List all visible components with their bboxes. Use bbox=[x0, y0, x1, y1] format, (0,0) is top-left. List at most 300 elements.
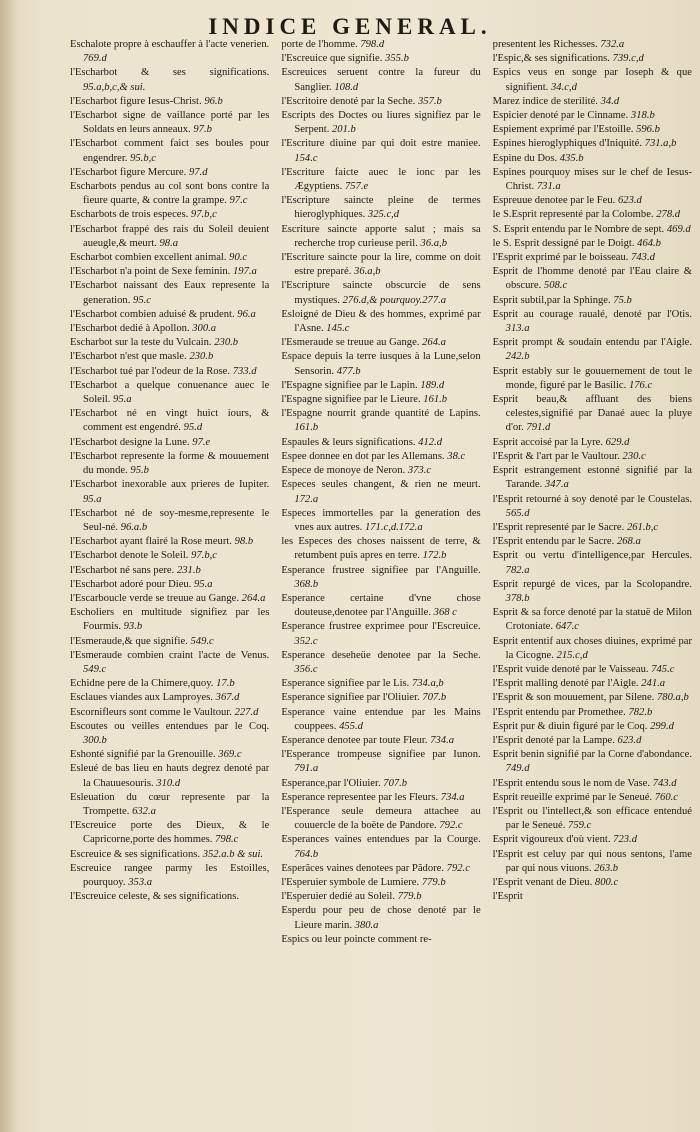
index-entry bbox=[70, 95, 269, 109]
index-entry bbox=[281, 620, 480, 648]
index-entry bbox=[493, 606, 692, 634]
entry-page-reference: 369.c bbox=[218, 749, 242, 761]
entry-text: les Especes des choses naissent de terre, & retumbent puis apres en terre. bbox=[281, 536, 481, 562]
index-entry bbox=[70, 507, 269, 535]
index-entry bbox=[281, 379, 480, 393]
index-entry bbox=[493, 265, 692, 293]
entry-text: l'Escharbot n'est que masle. bbox=[70, 351, 187, 363]
entry-text: Escharbots pendus au col sont bons contre la fieure quarte, & contre la grampe. bbox=[70, 181, 270, 207]
entry-page-reference: 455.d bbox=[339, 720, 363, 732]
entry-text: l'Escharbot inexorable aux prieres de Iupiter. bbox=[70, 479, 270, 491]
index-columns bbox=[70, 38, 692, 1128]
entry-page-reference: 632.a bbox=[132, 805, 156, 817]
entry-page-reference: 380.a bbox=[354, 919, 379, 931]
index-entry bbox=[281, 52, 480, 66]
entry-page-reference: 760.c bbox=[654, 791, 678, 803]
index-entry bbox=[70, 649, 269, 677]
index-entry bbox=[493, 549, 692, 577]
entry-page-reference: 318.b bbox=[630, 110, 655, 122]
index-entry bbox=[70, 38, 269, 66]
index-entry bbox=[281, 706, 480, 734]
entry-text: Esprit repurgé de vices, par la Scolopandre. bbox=[492, 578, 692, 590]
entry-text: l'Escripture saincte pleine de termes hieroglyphiques. bbox=[281, 195, 481, 221]
entry-page-reference: 95.a bbox=[113, 394, 132, 406]
entry-page-reference: 623.d bbox=[617, 195, 642, 207]
entry-text: Escharbots de trois especes. bbox=[70, 209, 189, 221]
entry-page-reference: 300.a bbox=[192, 323, 217, 335]
entry-page-reference: 731.a bbox=[536, 181, 561, 193]
entry-page-reference: 764.b bbox=[294, 848, 319, 860]
entry-text: l'Espic,& ses significations. bbox=[492, 53, 610, 65]
index-entry bbox=[281, 393, 480, 407]
entry-page-reference: 189.d bbox=[420, 379, 445, 391]
index-entry bbox=[281, 876, 480, 890]
entry-page-reference: 352.c bbox=[294, 635, 318, 647]
entry-page-reference: 367.d bbox=[215, 692, 240, 704]
index-entry bbox=[493, 109, 692, 123]
entry-text: l'Espagne nourrit grande quantité de Lapins. bbox=[281, 408, 481, 420]
entry-page-reference: 96.a.b bbox=[120, 521, 148, 533]
index-entry bbox=[281, 95, 480, 109]
entry-text: l'Esmeraude combien craint l'acte de Venus. bbox=[70, 649, 270, 661]
entry-page-reference: 227.d bbox=[234, 706, 259, 718]
entry-text: l'Esperuier dedié au Soleil. bbox=[281, 891, 396, 903]
index-column-1 bbox=[70, 38, 269, 1128]
entry-text: Escriture saincte apporte salut ; mais sa recherche trop curieuse peril. bbox=[281, 223, 481, 249]
entry-text: Escharbot combien excellent animal. bbox=[70, 252, 227, 264]
index-entry bbox=[281, 407, 480, 435]
entry-page-reference: 36.a,b bbox=[354, 266, 381, 278]
index-entry bbox=[70, 535, 269, 549]
index-entry bbox=[493, 635, 692, 663]
entry-page-reference: 800.c bbox=[594, 876, 619, 888]
entry-text: Esprit ententif aux choses diuines, exprimé par la Cicogne. bbox=[492, 635, 692, 661]
entry-text: Esperdu pour peu de chose denoté par le Lieure marin. bbox=[281, 905, 481, 931]
entry-page-reference: 549.c bbox=[83, 663, 107, 675]
index-entry bbox=[493, 152, 692, 166]
entry-page-reference: 230.c bbox=[622, 450, 646, 462]
index-entry bbox=[70, 137, 269, 165]
entry-page-reference: 278.d bbox=[656, 209, 681, 221]
entry-page-reference: 435.b bbox=[559, 152, 584, 164]
index-entry bbox=[70, 66, 269, 94]
entry-page-reference: 176.c bbox=[628, 379, 653, 391]
entry-page-reference: 769.d bbox=[83, 53, 107, 65]
entry-text: l'Esprit ou l'intellect,& son efficace entendué par le Seneué. bbox=[492, 805, 692, 832]
entry-page-reference: 95.c bbox=[133, 294, 151, 306]
entry-text: Esprit de l'homme denoté par l'Eau claire & obscure. bbox=[492, 266, 692, 292]
index-entry bbox=[70, 606, 269, 634]
entry-text: l'Escriture diuine par qui doit estre maniee. bbox=[281, 138, 481, 150]
entry-page-reference: 215.c,d bbox=[556, 649, 588, 661]
entry-text: l'Escharbot comment faict ses boules pour engendrer. bbox=[70, 138, 270, 164]
entry-text: l'Escreuice que signifie. bbox=[281, 53, 383, 65]
index-entry bbox=[493, 791, 692, 805]
entry-text: l'Esprit entendu par le Sacre. bbox=[492, 536, 615, 548]
entry-text: l'Escriture saincte pour la lire, comme on doit estre preparé. bbox=[281, 252, 481, 278]
index-entry bbox=[493, 578, 692, 606]
entry-page-reference: 161.b bbox=[423, 394, 448, 406]
entry-page-reference: 733.d bbox=[232, 365, 257, 377]
entry-text: Espines pourquoy mises sur le chef de Iesus-Christ. bbox=[492, 166, 692, 193]
entry-page-reference: 90.c bbox=[229, 252, 248, 264]
index-column-2 bbox=[281, 38, 480, 1128]
index-entry bbox=[70, 166, 269, 180]
index-entry bbox=[70, 251, 269, 265]
index-entry bbox=[281, 223, 480, 251]
entry-text: Espine du Dos. bbox=[492, 152, 558, 164]
entry-text: l'Esprit entendu sous le nom de Vase. bbox=[492, 777, 651, 789]
index-entry bbox=[493, 805, 692, 833]
entry-page-reference: 757.e bbox=[344, 181, 369, 193]
entry-page-reference: 565.d bbox=[505, 507, 530, 519]
entry-text: Espics ou leur poincte comment re- bbox=[281, 933, 432, 945]
entry-page-reference: 98.a bbox=[159, 237, 179, 249]
entry-page-reference: 464.b bbox=[637, 237, 661, 249]
entry-page-reference: 549.c bbox=[190, 635, 214, 647]
index-entry bbox=[281, 734, 480, 748]
index-entry bbox=[281, 251, 480, 279]
entry-text: Escripts des Doctes ou liures signifiez par le Serpent. bbox=[281, 110, 481, 136]
entry-page-reference: 723.d bbox=[613, 834, 637, 846]
entry-page-reference: 791.a bbox=[294, 763, 319, 775]
entry-text: Esclaues viandes aux Lamproyes. bbox=[70, 692, 213, 704]
page-title: INDICE GENERAL. bbox=[208, 14, 492, 39]
entry-text: l'Escripture saincte obscurcie de sens mystiques. bbox=[281, 280, 481, 306]
index-entry bbox=[493, 66, 692, 94]
entry-page-reference: 95.a bbox=[83, 493, 102, 505]
index-entry bbox=[70, 848, 269, 862]
entry-text: Esprit prompt & soudain entendu par l'Aigle. bbox=[492, 337, 692, 349]
index-entry bbox=[281, 890, 480, 904]
entry-text: Espece de monoye de Neron. bbox=[281, 465, 406, 477]
index-entry bbox=[70, 379, 269, 407]
entry-text: l'Escharbot naissant des Eaux represente la generation. bbox=[70, 280, 270, 306]
entry-page-reference: 172.b bbox=[422, 550, 447, 562]
index-entry bbox=[493, 95, 692, 109]
entry-text: l'Escharbot frappé des rais du Soleil deuient aueugle,& meurt. bbox=[70, 223, 270, 249]
entry-text: Esprit estrangement estonné signifié par la Tarande. bbox=[492, 465, 692, 491]
entry-text: Echidne pere de la Chimere,quoy. bbox=[70, 678, 214, 690]
entry-text: Espics veus en songe par Ioseph & que signifient. bbox=[492, 67, 692, 93]
entry-text: Esperance certaine d'vne chose douteuse,denotee par l'Anguille. bbox=[281, 592, 481, 619]
entry-text: l'Escharbot né de soy-mesme,represente le Seul-né. bbox=[70, 507, 270, 533]
entry-text: l'Esprit denoté par la Lampe. bbox=[492, 734, 615, 746]
entry-text: Esperance representee par les Fleurs. bbox=[281, 791, 439, 803]
index-entry bbox=[493, 393, 692, 436]
index-entry bbox=[281, 478, 480, 506]
entry-text: Espines hieroglyphiques d'Iniquité. bbox=[492, 138, 642, 150]
entry-page-reference: 197.a bbox=[233, 266, 257, 278]
index-entry bbox=[70, 564, 269, 578]
entry-text: Especes seules changent, & rien ne meurt. bbox=[281, 479, 481, 491]
entry-text: Escharbot sur la teste du Vulcain. bbox=[70, 337, 212, 349]
entry-text: l'Escharbot figure Iesus-Christ. bbox=[70, 95, 202, 107]
entry-page-reference: 782.a bbox=[505, 564, 530, 576]
entry-page-reference: 230.b bbox=[189, 351, 214, 363]
entry-page-reference: 36.a,b bbox=[420, 237, 447, 249]
index-entry bbox=[281, 862, 480, 876]
entry-page-reference: 707.b bbox=[422, 692, 447, 704]
entry-text: Espee donnee en dot par les Allemans. bbox=[281, 450, 445, 462]
entry-text: l'Escharbot signe de vaillance porté par les Soldats en leurs anneaux. bbox=[70, 110, 270, 136]
entry-page-reference: 96.b bbox=[204, 95, 223, 107]
entry-text: l'Esperuier symbole de Lumiere. bbox=[281, 876, 420, 888]
entry-page-reference: 242.b bbox=[505, 351, 530, 363]
index-entry bbox=[70, 748, 269, 762]
entry-text: Eschalote propre à eschauffer à l'acte venerien. bbox=[70, 39, 270, 50]
index-entry bbox=[281, 535, 480, 563]
entry-page-reference: 368 c bbox=[433, 607, 457, 619]
index-entry bbox=[493, 436, 692, 450]
entry-page-reference: 172.a bbox=[294, 493, 319, 505]
index-entry bbox=[493, 52, 692, 66]
index-entry bbox=[70, 478, 269, 506]
index-entry bbox=[281, 436, 480, 450]
entry-text: l'Esmeraude,& que signifie. bbox=[70, 635, 188, 647]
entry-page-reference: 477.b bbox=[336, 365, 361, 377]
entry-page-reference: 356.c bbox=[294, 663, 318, 675]
entry-text: Esperance frustree signifiee par l'Anguille. bbox=[281, 564, 481, 576]
index-entry bbox=[281, 38, 480, 52]
index-entry bbox=[70, 592, 269, 606]
entry-page-reference: 310.d bbox=[156, 777, 181, 789]
entry-text: le S.Esprit representé par la Colombe. bbox=[492, 209, 654, 221]
index-entry bbox=[281, 564, 480, 592]
entry-page-reference: 95.b,c bbox=[130, 152, 156, 164]
index-entry bbox=[70, 436, 269, 450]
index-entry bbox=[70, 322, 269, 336]
entry-text: l'Escharbot & ses significations. bbox=[70, 67, 270, 79]
entry-page-reference: 299.d bbox=[650, 720, 674, 732]
entry-page-reference: 276.d,& pourquoy.277.a bbox=[342, 294, 447, 306]
entry-text: l'Espagne signifiee par le Lapin. bbox=[281, 379, 418, 391]
entry-page-reference: 108.d bbox=[334, 81, 359, 93]
entry-text: Esperance signifiee par l'Oliuier. bbox=[281, 692, 420, 704]
entry-page-reference: 732.a bbox=[600, 39, 625, 50]
index-entry bbox=[493, 336, 692, 364]
entry-text: l'Espagne signifiee par le Lieure. bbox=[281, 394, 421, 406]
entry-page-reference: 743.d bbox=[652, 777, 677, 789]
index-entry bbox=[281, 592, 480, 620]
index-entry bbox=[493, 38, 692, 52]
index-entry bbox=[493, 166, 692, 194]
entry-text: l'Escritoire denoté par la Seche. bbox=[281, 95, 416, 107]
index-entry bbox=[70, 706, 269, 720]
entry-page-reference: 792.c bbox=[439, 820, 463, 832]
index-entry bbox=[493, 137, 692, 151]
entry-page-reference: 782.b bbox=[628, 706, 653, 718]
entry-text: Esperãces vaines denotees par Pãdore. bbox=[281, 862, 444, 874]
index-entry bbox=[493, 464, 692, 492]
entry-text: Espaules & leurs significations. bbox=[281, 436, 416, 448]
entry-text: l'Escharbot dedié à Apollon. bbox=[70, 323, 190, 335]
entry-text: Espicier denoté par le Cinname. bbox=[492, 110, 629, 122]
entry-page-reference: 95.d bbox=[183, 422, 203, 434]
entry-page-reference: 95.a bbox=[194, 578, 213, 590]
entry-text: Esprit accoisé par la Lyre. bbox=[492, 436, 603, 448]
entry-page-reference: 230.b bbox=[214, 337, 239, 349]
entry-page-reference: 368.b bbox=[294, 578, 319, 590]
index-entry bbox=[281, 748, 480, 776]
index-entry bbox=[281, 777, 480, 791]
index-entry bbox=[493, 876, 692, 890]
entry-text: l'Escriture faicte auec le ionc par les Ægyptiens. bbox=[281, 166, 481, 193]
entry-text: l'Escreuice celeste, & ses significations. bbox=[70, 891, 239, 903]
index-entry bbox=[493, 308, 692, 336]
entry-page-reference: 791.d bbox=[526, 422, 551, 434]
index-entry bbox=[70, 890, 269, 904]
index-entry bbox=[281, 350, 480, 378]
entry-page-reference: 779.b bbox=[421, 876, 446, 888]
entry-text: Escoutes ou veilles entendues par le Coq. bbox=[70, 720, 270, 732]
index-entry bbox=[281, 677, 480, 691]
entry-text: Eshonté signifié par la Grenouille. bbox=[70, 749, 216, 761]
index-entry bbox=[281, 904, 480, 932]
entry-text: l'Escharbot represente la forme & mouuement du monde. bbox=[70, 450, 270, 477]
index-entry bbox=[70, 208, 269, 222]
entry-text: l'Esperance seule demeura attachee au couuercle de la boëte de Pandore. bbox=[281, 805, 481, 832]
entry-text: l'Escharbot né en vingt huict iours, & comment est engendré. bbox=[70, 408, 270, 434]
index-entry bbox=[70, 365, 269, 379]
entry-text: Esperance deseheüe denotee par la Seche. bbox=[281, 649, 481, 661]
entry-text: S. Esprit entendu par le Nombre de sept. bbox=[492, 223, 665, 235]
entry-page-reference: 357.b bbox=[417, 95, 442, 107]
index-entry bbox=[281, 66, 480, 94]
entry-page-reference: 263.b bbox=[594, 862, 619, 874]
index-entry bbox=[493, 450, 692, 464]
index-entry bbox=[281, 279, 480, 307]
entry-page-reference: 34.d bbox=[600, 95, 620, 107]
entry-text: Especes immortelles par la generation des vnes aux autres. bbox=[281, 507, 481, 533]
index-entry bbox=[70, 677, 269, 691]
index-entry bbox=[70, 350, 269, 364]
index-entry bbox=[493, 237, 692, 251]
entry-text: Esperances vaines entendues par la Courge. bbox=[281, 834, 481, 846]
index-entry bbox=[281, 933, 480, 947]
entry-page-reference: 96.a bbox=[237, 308, 256, 320]
index-column-3 bbox=[493, 38, 692, 1128]
entry-text: l'Esprit vuide denoté par le Vaisseau. bbox=[492, 663, 649, 675]
entry-page-reference: 508.c bbox=[543, 280, 568, 292]
index-entry bbox=[281, 791, 480, 805]
index-entry bbox=[493, 251, 692, 265]
entry-page-reference: 623.d bbox=[617, 734, 642, 746]
index-entry bbox=[70, 862, 269, 890]
index-entry bbox=[281, 691, 480, 705]
index-entry bbox=[493, 493, 692, 521]
entry-page-reference: 97.b,c bbox=[190, 209, 217, 221]
entry-text: Esprit benin signifié par la Corne d'abondance. bbox=[492, 749, 692, 761]
entry-text: l'Esprit & l'art par le Vaultour. bbox=[492, 450, 620, 462]
entry-page-reference: 355.b bbox=[385, 53, 409, 65]
entry-text: l'Escharbot né sans pere. bbox=[70, 564, 175, 576]
entry-page-reference: 629.d bbox=[605, 436, 630, 448]
index-entry bbox=[70, 109, 269, 137]
entry-text: l'Escharbot n'a point de Sexe feminin. bbox=[70, 266, 231, 278]
index-entry bbox=[493, 748, 692, 776]
entry-page-reference: 97.d bbox=[189, 166, 208, 178]
index-entry bbox=[70, 336, 269, 350]
entry-text: Escholiers en multitude signifiez par les Fourmis. bbox=[70, 607, 270, 633]
entry-text: l'Esprit & son mouuement, par Silene. bbox=[492, 692, 655, 704]
entry-page-reference: 97.b,c bbox=[191, 550, 217, 562]
entry-page-reference: 34.c,d bbox=[550, 81, 577, 93]
entry-text: Esprit reueille exprimé par le Seneué. bbox=[492, 791, 653, 803]
index-entry bbox=[493, 194, 692, 208]
entry-text: Esleué de bas lieu en hauts degrez denoté par la Chauuesouris. bbox=[70, 763, 270, 789]
entry-page-reference: 95.b bbox=[130, 465, 149, 477]
index-entry bbox=[493, 691, 692, 705]
entry-text: Esperance frustree exprimee pour l'Escreuice. bbox=[281, 621, 481, 633]
entry-page-reference: 734.a bbox=[440, 791, 465, 803]
entry-page-reference: 798.c bbox=[215, 834, 239, 846]
entry-text: Esprit subtil,par la Sphinge. bbox=[492, 294, 611, 306]
entry-text: l'Esmeraude se treuue au Gange. bbox=[281, 337, 420, 349]
index-entry bbox=[70, 450, 269, 478]
entry-text: Esprit vigoureux d'où vient. bbox=[492, 834, 611, 846]
index-entry bbox=[281, 109, 480, 137]
entry-text: Espreuue denotee par le Feu. bbox=[492, 195, 616, 207]
index-entry bbox=[281, 649, 480, 677]
entry-text: Esprit beau,& affluant des biens celestes,signifié par Danaé auec la pluye d'or. bbox=[492, 394, 692, 434]
entry-page-reference: 261.b,c bbox=[626, 521, 659, 533]
entry-page-reference: 201.b bbox=[332, 124, 356, 136]
entry-page-reference: 731.a,b bbox=[644, 138, 677, 150]
index-entry bbox=[70, 279, 269, 307]
entry-page-reference: 75.b bbox=[613, 294, 632, 306]
entry-page-reference: 97.e bbox=[192, 436, 211, 448]
entry-text: Espace depuis la terre iusques à la Lune,selon Sensorin. bbox=[281, 351, 481, 377]
entry-text: l'Esperance trompeuse signifiee par Iunon. bbox=[281, 749, 481, 761]
index-entry bbox=[281, 464, 480, 478]
index-entry bbox=[70, 635, 269, 649]
entry-page-reference: 300.b bbox=[83, 734, 107, 746]
entry-text: Espiement exprimé par l'Estoille. bbox=[492, 124, 634, 136]
entry-text: l'Escreuice porte des Dieux, & le Capricorne,porte des hommes. bbox=[70, 820, 270, 846]
index-entry bbox=[493, 706, 692, 720]
entry-text: l'Esprit bbox=[492, 891, 523, 903]
entry-text: l'Esprit venant de Dieu. bbox=[492, 876, 593, 888]
entry-page-reference: 780.a,b bbox=[657, 692, 689, 704]
index-entry bbox=[493, 365, 692, 393]
index-entry bbox=[281, 507, 480, 535]
index-entry bbox=[493, 833, 692, 847]
entry-text: presentent les Richesses. bbox=[492, 39, 598, 50]
entry-text: l'Escarboucle verde se treuue au Gange. bbox=[70, 592, 239, 604]
index-entry bbox=[493, 677, 692, 691]
index-entry bbox=[493, 521, 692, 535]
index-entry bbox=[493, 848, 692, 876]
entry-page-reference: 745.c bbox=[651, 663, 675, 675]
index-entry bbox=[493, 777, 692, 791]
entry-text: l'Esprit retourné à soy denoté par le Coustelas. bbox=[492, 493, 692, 505]
entry-page-reference: 759.c bbox=[568, 820, 592, 832]
index-entry bbox=[281, 450, 480, 464]
entry-page-reference: 596.b bbox=[636, 124, 660, 136]
entry-page-reference: 779.b bbox=[397, 891, 422, 903]
entry-page-reference: 97.b bbox=[193, 124, 212, 136]
entry-page-reference: 154.c bbox=[294, 152, 318, 164]
entry-page-reference: 38.c bbox=[447, 450, 466, 462]
entry-text: Escreuice & ses significations. bbox=[70, 848, 201, 860]
index-entry bbox=[70, 549, 269, 563]
entry-text: Esprit estably sur le gouuernement de tout le monde, figuré par le Basilic. bbox=[492, 365, 692, 391]
index-entry bbox=[493, 720, 692, 734]
entry-text: l'Esprit exprimé par le boisseau. bbox=[492, 252, 629, 264]
entry-page-reference: 734.a,b bbox=[411, 678, 444, 690]
entry-text: Esperance denotee par toute Fleur. bbox=[281, 734, 428, 746]
